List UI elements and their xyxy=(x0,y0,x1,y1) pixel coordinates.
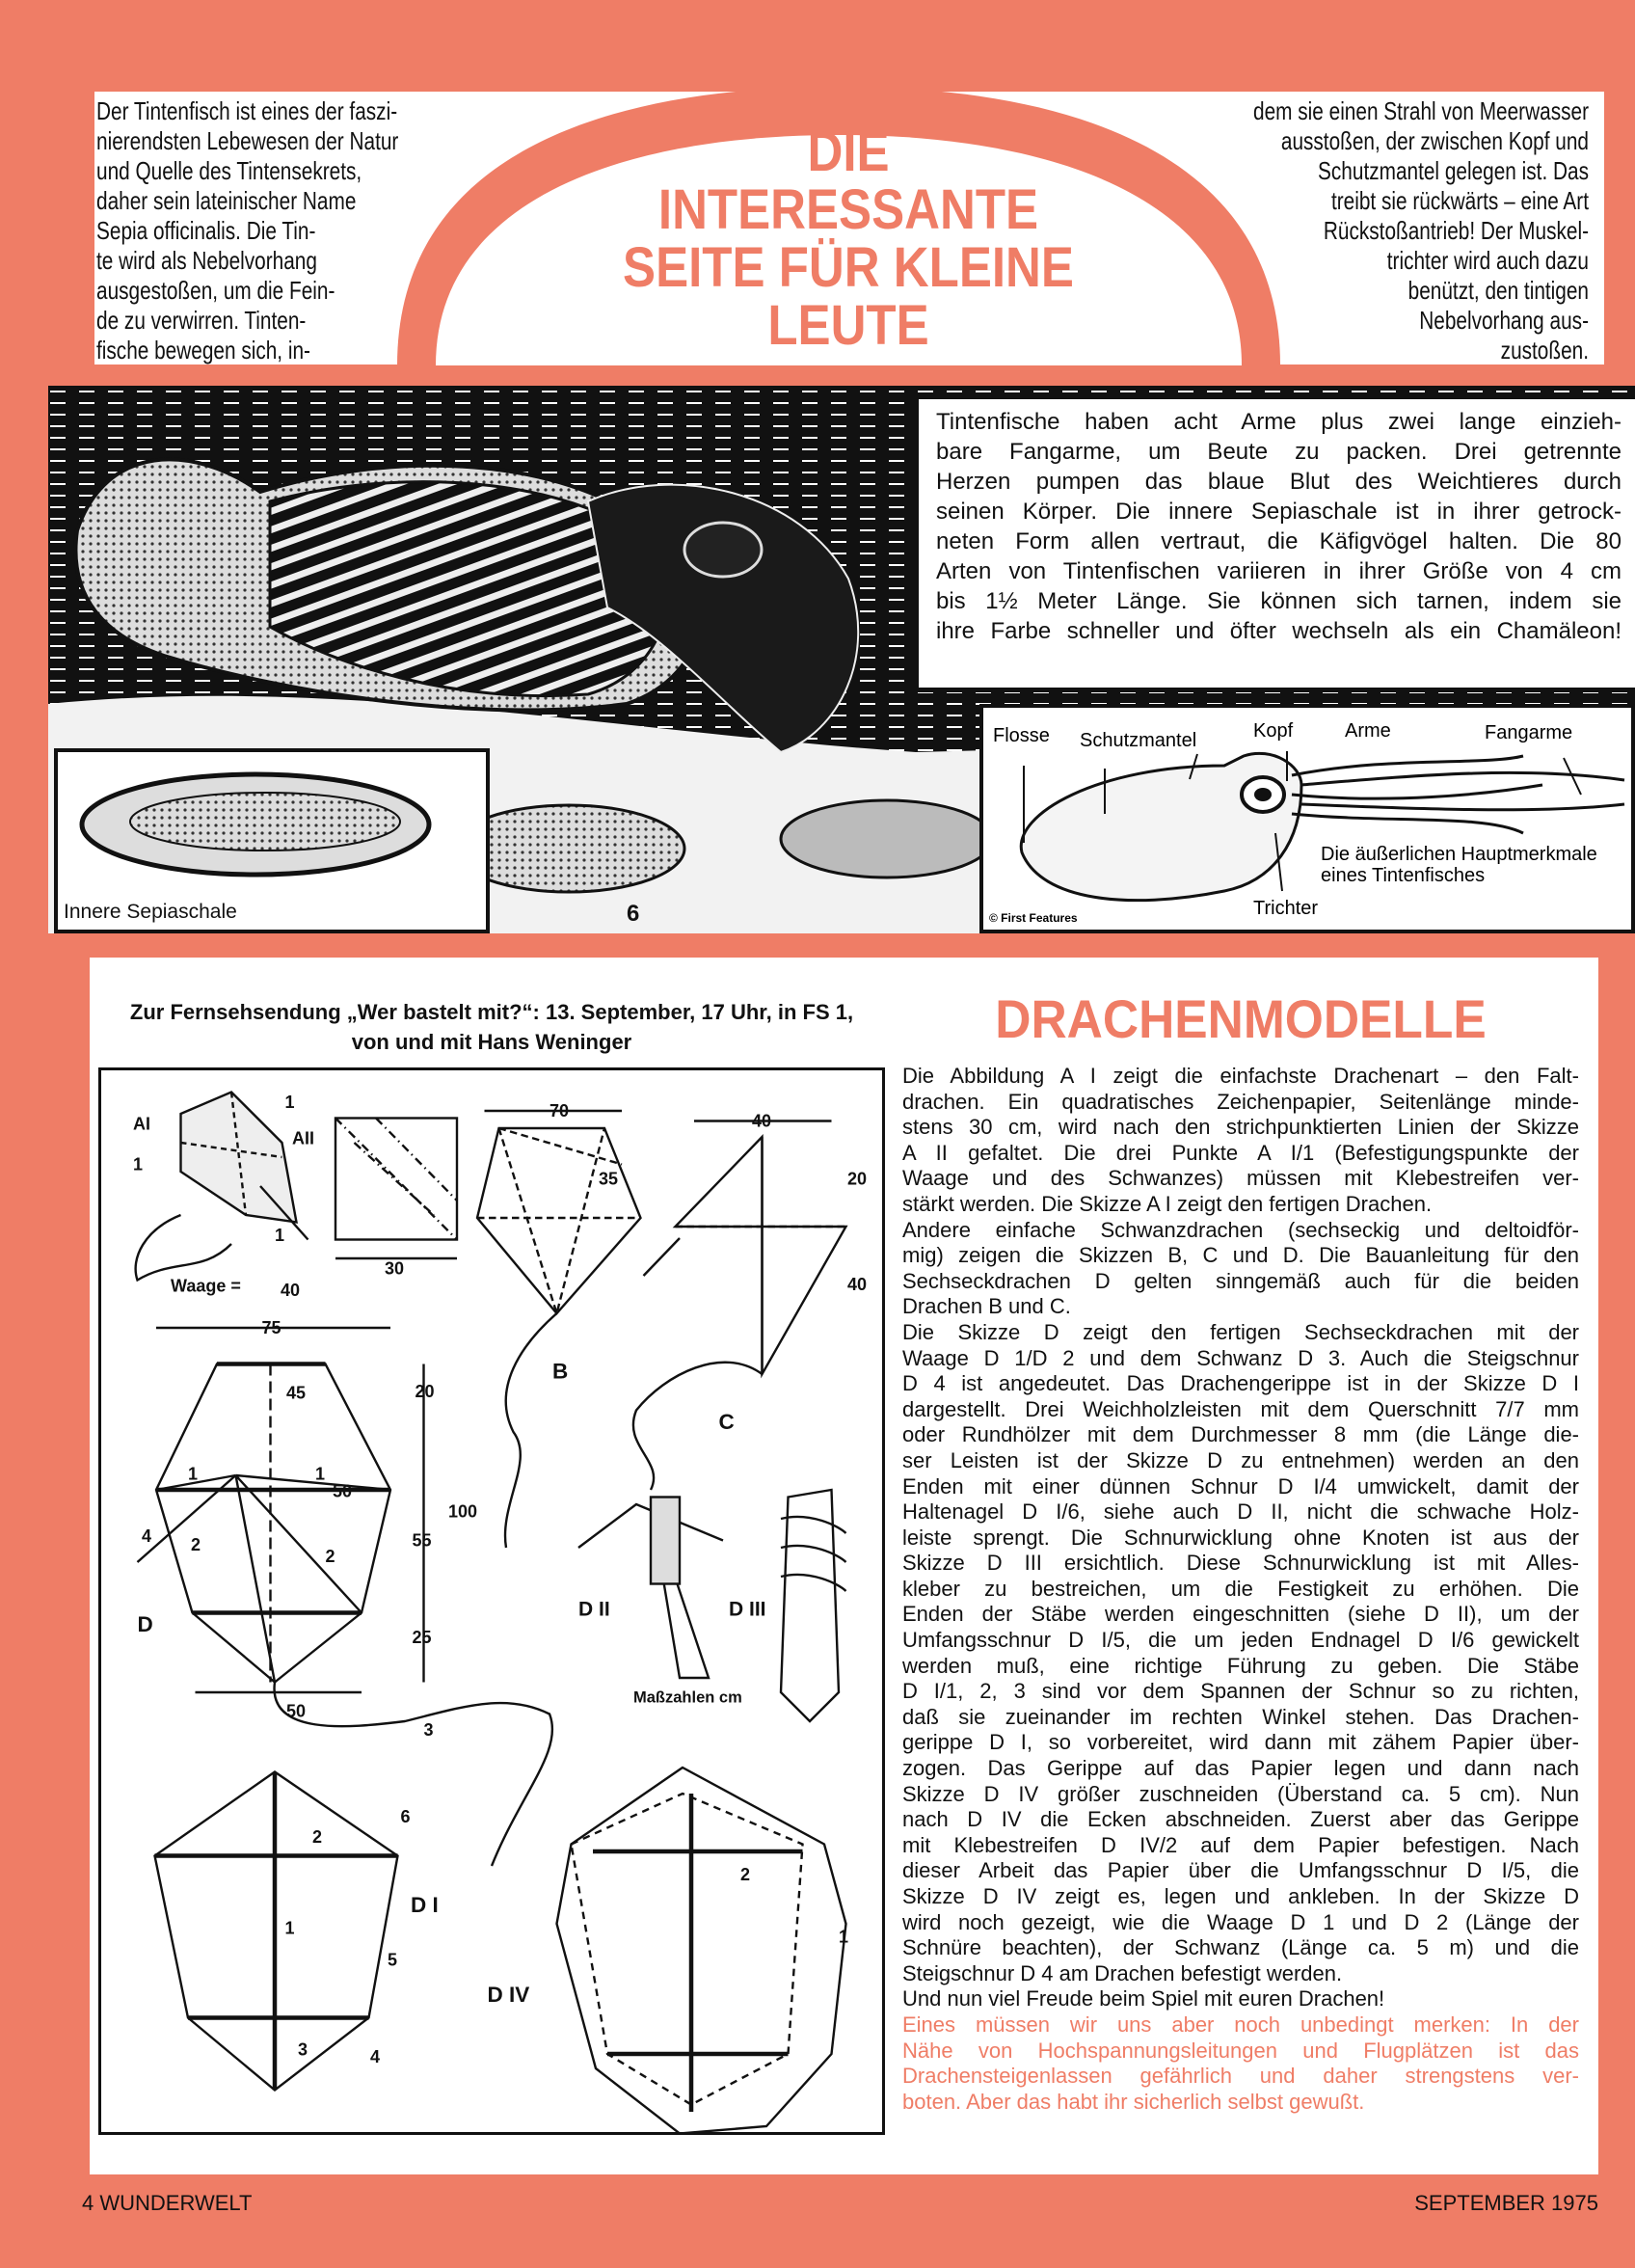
body-line: D 4 ist angedeutet. Das Drachengerippe ist in der Skizze D I xyxy=(902,1371,1579,1396)
facts-line: Tintenfische haben acht Arme plus zwei lange einzieh- xyxy=(936,409,1622,435)
squid-anatomy-diagram xyxy=(983,708,1631,930)
body-line: Skizze D IV größer zuschneiden (Überstand ca. 5 cm). Nun xyxy=(902,1781,1579,1806)
label-b70: 70 xyxy=(549,1101,570,1120)
body-line: Skizze D III ersichtlich. Diese Schnurwicklung ist mit Alles- xyxy=(902,1551,1579,1576)
diagram-caption-line1: Die äußerlichen Hauptmerkmale xyxy=(1321,844,1597,865)
label-kopf: Kopf xyxy=(1253,720,1294,742)
label-div: D IV xyxy=(487,1983,530,2007)
facts-line: bis 1½ Meter Länge. Sie können sich tarnen, indem sie xyxy=(936,588,1622,614)
intro-line: te wird als Nebelvorhang xyxy=(96,246,317,275)
body-line: Haltenagel D I/6, siehe auch D II, nicht die schwache Holz- xyxy=(902,1499,1579,1525)
body-line: oder Rundhölzer mit dem Durchmesser 8 mm (die Länge die- xyxy=(902,1422,1579,1447)
intro-line: Schutzmantel gelegen ist. Das xyxy=(1318,156,1589,185)
label-b: B xyxy=(552,1359,569,1384)
intro-line: ausgestoßen, um die Fein- xyxy=(96,276,335,305)
label-div1: 1 xyxy=(839,1927,849,1947)
intro-line: trichter wird auch dazu xyxy=(1386,246,1589,275)
body-line: wird noch gezeigt, wie die Waage D 1 und D 2 (Länge der xyxy=(902,1909,1579,1934)
title-line: SEITE FÜR KLEINE xyxy=(623,236,1074,299)
label-d50b: 50 xyxy=(286,1701,307,1721)
body-line: Und nun viel Freude beim Spiel mit euren Drachen! xyxy=(902,1986,1385,2012)
body-line: dieser Arbeit das Papier über die Umfangsschnur D I/5, die xyxy=(902,1858,1579,1883)
label-diii: D III xyxy=(729,1598,766,1621)
label-b35: 35 xyxy=(599,1169,619,1189)
body-line: Andere einfache Schwanzdrachen (sechseckig und deltoidför- xyxy=(902,1217,1579,1242)
intro-line: dem sie einen Strahl von Meerwasser xyxy=(1253,96,1589,125)
label-waage: Waage = xyxy=(171,1276,241,1296)
body-line: Skizze D IV zeigt es, legen und ankleben. In der Skizze D xyxy=(902,1884,1579,1908)
label-fangarme: Fangarme xyxy=(1485,722,1573,743)
facts-line: Herzen pumpen das blaue Blut des Weichtieres durch xyxy=(936,469,1622,495)
label-a1: 1 xyxy=(284,1093,295,1112)
body-line: werden muß, eine richtige Führung zu geben. Die Stäbe xyxy=(902,1653,1579,1678)
body-line: mig) zeigen die Skizzen B, C und D. Die Bauanleitung für den xyxy=(902,1243,1579,1268)
page-marker: 6 xyxy=(627,901,640,927)
title-line: DIE xyxy=(807,121,890,183)
footer-page-label: 4 WUNDERWELT xyxy=(82,2191,253,2215)
body-line: Enden der Stäbe werden eingeschnitten (siehe D II), um der xyxy=(902,1602,1579,1627)
facts-box xyxy=(914,399,1635,692)
body-line: Schnüre beachten), der Schwanz (Länge ca. 5 m) und die xyxy=(902,1935,1579,1960)
intro-line: Sepia officinalis. Die Tin- xyxy=(96,216,316,245)
body-line: dargestellt. Drei Weichholzleisten mit dem Querschnitt 7/7 mm xyxy=(902,1396,1579,1421)
body-line: kleber zu bestreichen, um die Festigkeit zu erhöhen. Die xyxy=(902,1576,1579,1601)
label-d20: 20 xyxy=(415,1382,435,1401)
label-d: D xyxy=(137,1612,153,1636)
body-line: Sechseckdrachen D gelten sinngemäß auch für die beiden xyxy=(902,1268,1579,1293)
shell-inset xyxy=(54,748,490,933)
intro-line: benützt, den tintigen xyxy=(1407,276,1589,305)
title-line: INTERESSANTE xyxy=(657,178,1039,241)
label-d3: 3 xyxy=(423,1720,434,1741)
label-c40: 40 xyxy=(752,1111,772,1131)
body-line: A II gefaltet. Die drei Punkte A I/1 (Befestigungspunkte der xyxy=(902,1140,1579,1165)
label-aii: AII xyxy=(292,1128,315,1148)
body-line: Steigschnur D 4 am Drachen befestigt werden. xyxy=(902,1960,1343,1985)
label-d50: 50 xyxy=(333,1481,353,1501)
intro-line: daher sein lateinischer Name xyxy=(96,186,357,215)
label-schutzmantel: Schutzmantel xyxy=(1080,730,1197,751)
label-d1: 1 xyxy=(188,1464,199,1484)
label-flosse: Flosse xyxy=(993,725,1050,746)
label-d100: 100 xyxy=(448,1501,478,1522)
intro-text-left xyxy=(96,96,443,365)
label-trichter: Trichter xyxy=(1253,898,1319,919)
intro-line: treibt sie rückwärts – eine Art xyxy=(1330,186,1589,215)
intro-line: Nebelvorhang aus- xyxy=(1419,306,1589,335)
intro-line: fische bewegen sich, in- xyxy=(96,336,310,364)
intro-line: und Quelle des Tintensekrets, xyxy=(96,156,362,185)
body-line: Drachen B und C. xyxy=(902,1294,1071,1319)
body-line: gerippe D I, so vorbereitet, wird dann mit zähem Papier über- xyxy=(902,1730,1579,1755)
facts-line: bare Fangarme, um Beute zu packen. Drei getrennte xyxy=(936,439,1622,465)
body-line: leiste sprengt. Die Schnurwicklung ohne Knoten ist aus der xyxy=(902,1525,1579,1550)
label-di4: 4 xyxy=(370,2047,381,2066)
label-c40b: 40 xyxy=(847,1275,868,1294)
label-di1: 1 xyxy=(284,1918,295,1938)
label-dii: D II xyxy=(578,1598,610,1621)
label-d75: 75 xyxy=(261,1318,281,1337)
body-line: nach D IV die Ecken abschneiden. Zuerst aber das Gerippe xyxy=(902,1807,1579,1832)
body-line: Waage D 1/D 2 und dem Schwanz D 3. Auch die Steigschnur xyxy=(902,1345,1579,1370)
label-d45: 45 xyxy=(286,1383,307,1403)
warning-line: Drachensteigenlassen gefährlich und daher strengstens ver- xyxy=(902,2064,1579,2089)
body-line: Umfangsschnur D I/5, die um jeden Endnagel D I/6 gewickelt xyxy=(902,1628,1579,1653)
body-line: Waage und des Schwanzes) müssen mit Klebestreifen ver- xyxy=(902,1166,1579,1191)
label-div2: 2 xyxy=(740,1865,751,1885)
kite-sketches xyxy=(101,1070,882,2132)
kite-instructions xyxy=(902,1064,1579,2115)
label-d2: 2 xyxy=(325,1547,335,1567)
body-line: ser Leisten ist der Skizze D zu entnehmen) werden an den xyxy=(902,1447,1579,1472)
warning-line: boten. Aber das habt ihr sicherlich selbst gewußt. xyxy=(902,2089,1365,2114)
diagram-caption-line2: eines Tintenfisches xyxy=(1321,865,1486,886)
label-di5: 5 xyxy=(388,1950,398,1970)
label-ai: AI xyxy=(133,1114,150,1134)
kite-diagram xyxy=(98,1067,885,2135)
label-d55: 55 xyxy=(412,1530,432,1551)
body-line: drachen. Ein quadratisches Zeichenpapier, Seitenlänge minde- xyxy=(902,1089,1579,1114)
label-di: D I xyxy=(411,1893,439,1917)
facts-line: neten Form allen vertraut, die Käfigvögel halten. Die 80 xyxy=(936,528,1622,554)
body-line: zogen. Das Gerippe auf das Papier legen und dann nach xyxy=(902,1756,1579,1781)
label-c: C xyxy=(718,1410,735,1434)
label-d1: 1 xyxy=(315,1464,326,1484)
body-line: stärkt werden. Die Skizze A I zeigt den fertigen Drachen. xyxy=(902,1191,1433,1216)
warning-line: Eines müssen wir uns aber noch unbedingt merken: In der xyxy=(902,2012,1579,2037)
title-line: LEUTE xyxy=(767,294,929,357)
label-a1: 1 xyxy=(275,1226,285,1245)
intro-text-right xyxy=(1145,96,1589,365)
intro-line: nierendsten Lebewesen der Natur xyxy=(96,126,399,155)
units-note: Maßzahlen cm xyxy=(633,1688,742,1707)
label-arme: Arme xyxy=(1345,720,1391,742)
intro-line: ausstoßen, der zwischen Kopf und xyxy=(1280,126,1589,155)
intro-line: zustoßen. xyxy=(1500,336,1589,364)
copyright-notice: © First Features xyxy=(989,911,1078,925)
tv-note-line: Zur Fernsehsendung „Wer bastelt mit?“: 13. September, 17 Uhr, in FS 1, xyxy=(129,1000,854,1024)
label-d4: 4 xyxy=(142,1526,152,1547)
section-title: DRACHENMODELLE xyxy=(995,988,1487,1049)
squid-diagram-inset xyxy=(979,704,1635,933)
label-30: 30 xyxy=(385,1258,405,1279)
label-di6: 6 xyxy=(400,1807,411,1827)
label-c20: 20 xyxy=(847,1169,868,1189)
label-d25: 25 xyxy=(412,1628,432,1648)
footer-issue-date: SEPTEMBER 1975 xyxy=(1414,2191,1598,2215)
body-line: daß sie zueinander im rechten Winkel stehen. Das Drachen- xyxy=(902,1704,1579,1729)
label-a1: 1 xyxy=(133,1154,144,1174)
page-title xyxy=(576,123,1119,355)
facts-line: ihre Farbe schneller und öfter wechseln als ein Chamäleon! xyxy=(936,618,1622,644)
body-line: D I/1, 2, 3 sind vor dem Spannen der Schnur so zu richten, xyxy=(902,1679,1579,1704)
label-d2: 2 xyxy=(191,1535,201,1555)
facts-line: Arten von Tintenfischen variieren in ihrer Größe von 4 cm xyxy=(936,558,1622,584)
shell-caption: Innere Sepiaschale xyxy=(64,901,237,923)
label-waage-40: 40 xyxy=(281,1281,301,1300)
intro-line: de zu verwirren. Tinten- xyxy=(96,306,307,335)
body-line: Die Abbildung A I zeigt die einfachste Drachenart – den Falt- xyxy=(902,1064,1579,1088)
intro-line: Rückstoßantrieb! Der Muskel- xyxy=(1323,216,1589,245)
label-di3: 3 xyxy=(298,2039,308,2060)
tv-program-note xyxy=(96,997,887,1057)
body-line: Die Skizze D zeigt den fertigen Sechseckdrachen mit der xyxy=(902,1319,1579,1344)
body-line: stens 30 cm, wird nach den strichpunktierten Linien der Skizze xyxy=(902,1115,1579,1140)
body-line: Enden mit einer dünnen Schnur D I/4 umwickelt, damit der xyxy=(902,1473,1579,1498)
label-di2: 2 xyxy=(312,1827,323,1848)
tv-note-line: von und mit Hans Weninger xyxy=(351,1030,632,1054)
warning-line: Nähe von Hochspannungsleitungen und Flugplätzen ist das xyxy=(902,2038,1579,2063)
intro-line: Der Tintenfisch ist eines der faszi- xyxy=(96,96,398,125)
body-line: mit Klebestreifen D IV/2 auf dem Papier befestigen. Nach xyxy=(902,1832,1579,1857)
facts-line: seinen Körper. Die innere Sepiaschale ist in ihrer getrock- xyxy=(936,499,1622,525)
